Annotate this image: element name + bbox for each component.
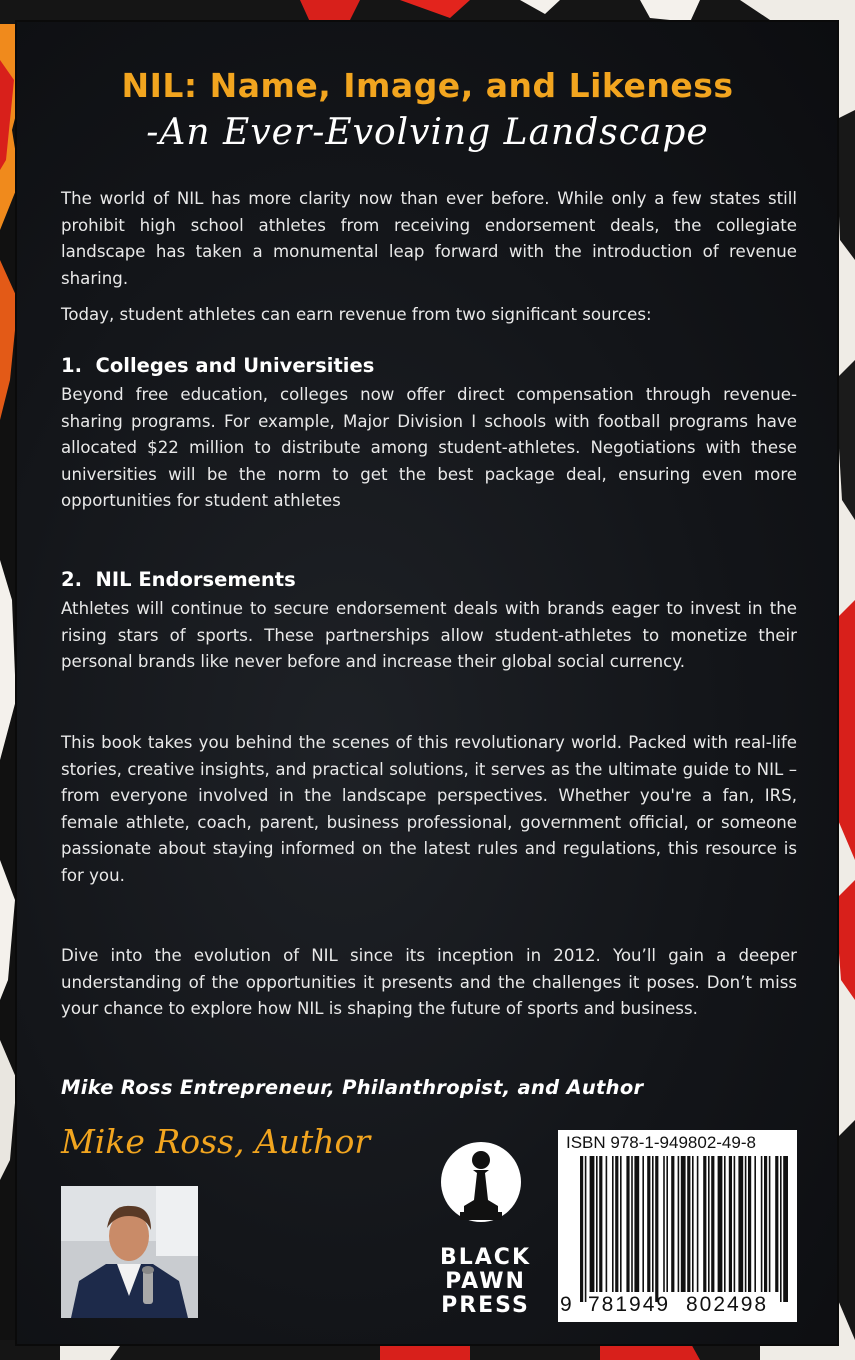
barcode-bar: [596, 1156, 598, 1292]
barcode-bar: [769, 1156, 771, 1292]
barcode-bar: [678, 1156, 680, 1292]
lead-paragraph: Today, student athletes can earn revenue from two significant sources:: [61, 305, 652, 324]
barcode-bar: [590, 1156, 595, 1292]
barcode-bar: [666, 1156, 668, 1292]
barcode-digits-left: 781949: [588, 1293, 671, 1316]
barcode-bar: [620, 1156, 622, 1292]
author-signature: Mike Ross, Author: [61, 1122, 371, 1161]
barcode-bar: [738, 1156, 743, 1292]
barcode-bar: [642, 1156, 644, 1292]
section1-paragraph: Beyond free education, colleges now offer direct compensation through revenue-sharing programs. For example, Major Division I schools with football programs have allocated $22 million to distribute among student-athletes. Negotiations with these universities will be the norm to get the best package deal, ensuring even more opportunities for student athletes: [61, 385, 797, 511]
barcode-bar: [687, 1156, 690, 1292]
cover-title: NIL: Name, Image, and Likeness: [121, 66, 734, 105]
section2-heading: 2. NIL Endorsements: [61, 568, 296, 591]
section2-paragraph: Athletes will continue to secure endorsement deals with brands eager to invest in the rising stars of sports. These partnerships allow student-athletes to monetize their personal brands like never before and increase their global social currency.: [61, 599, 797, 672]
barcode-bar: [585, 1156, 587, 1302]
barcode-digits-right: 802498: [686, 1293, 769, 1316]
barcode-bar: [748, 1156, 751, 1292]
barcode-bar: [580, 1156, 583, 1302]
barcode-bar: [634, 1156, 639, 1292]
barcode-bar: [652, 1156, 654, 1292]
barcode-bar: [697, 1156, 699, 1292]
barcode-bar: [724, 1156, 726, 1292]
barcode-bar: [612, 1156, 614, 1292]
barcode-bar: [708, 1156, 710, 1292]
barcode-digit-first: 9: [560, 1293, 572, 1316]
barcode-bar: [692, 1156, 694, 1292]
isbn-barcode: [558, 1130, 797, 1322]
barcode-bar: [754, 1156, 756, 1292]
section1-heading: 1. Colleges and Universities: [61, 354, 375, 377]
barcode-bar: [631, 1156, 633, 1292]
barcode-bar: [663, 1156, 665, 1292]
barcode-bar: [599, 1156, 602, 1292]
intro-paragraph: The world of NIL has more clarity now than ever before. While only a few states still prohibit high school athletes from receiving endorsement deals, the collegiate landscape has taken a monumental leap forward with the introduction of revenue sharing.: [61, 189, 797, 288]
barcode-bar: [655, 1156, 658, 1302]
barcode-bar: [734, 1156, 736, 1292]
barcode-bar: [711, 1156, 714, 1292]
author-photo: [61, 1186, 198, 1318]
author-byline: Mike Ross Entrepreneur, Philanthropist, and Author: [61, 1076, 644, 1099]
barcode-bar: [681, 1156, 686, 1292]
barcode-bar: [718, 1156, 723, 1292]
barcode-bar: [783, 1156, 788, 1302]
barcode-bar: [626, 1156, 629, 1292]
barcode-bar: [775, 1156, 778, 1292]
barcode-bar: [780, 1156, 782, 1302]
chess-pawn-icon: [440, 1140, 522, 1232]
publisher-name-line2: PAWN: [445, 1269, 526, 1294]
barcode-bar: [615, 1156, 618, 1292]
barcode-bar: [745, 1156, 747, 1292]
barcode-bar: [764, 1156, 767, 1292]
barcode-bar: [729, 1156, 732, 1292]
book-description-paragraph: This book takes you behind the scenes of this revolutionary world. Packed with real-life stories, creative insights, and practical solutions, it serves as the ultimate guide to NIL – from everyone involved in the landscape perspectives. Whether you're a fan, IRS, female athlete, coach, parent, business professional, government official, or someone passionate about staying informed on the latest rules and regulations, this resource is for you.: [61, 733, 797, 885]
publisher-name-line3: PRESS: [441, 1293, 530, 1318]
cover-subtitle: -An Ever-Evolving Landscape: [146, 112, 709, 153]
barcode-bar: [606, 1156, 608, 1292]
barcode-bar: [671, 1156, 674, 1292]
isbn-label: ISBN 978-1-949802-49-8: [566, 1133, 756, 1152]
barcode-bar: [761, 1156, 763, 1292]
barcode-bar: [647, 1156, 650, 1292]
closing-paragraph: Dive into the evolution of NIL since its inception in 2012. You’ll gain a deeper understanding of the opportunities it presents and the challenges it poses. Don’t miss your chance to explore how NIL is shaping the future of sports and business.: [61, 946, 797, 1019]
publisher-name-line1: BLACK: [439, 1245, 531, 1270]
barcode-bar: [703, 1156, 706, 1292]
